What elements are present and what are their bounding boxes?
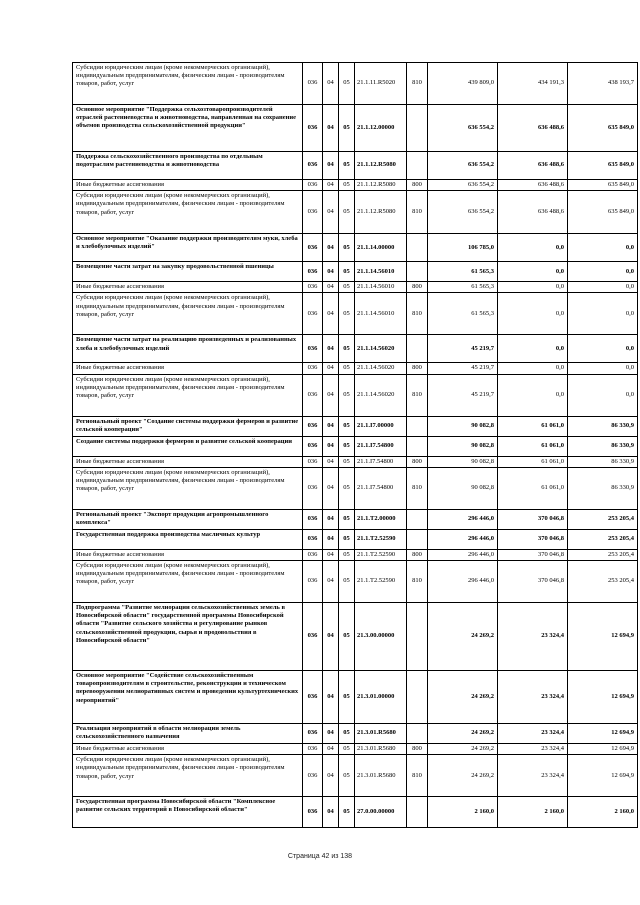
- target-article-cell: 21.1.T2.52590: [355, 561, 407, 603]
- table-row: [73, 63, 638, 105]
- table-row: [73, 363, 638, 374]
- section-code-cell: 04: [323, 509, 339, 529]
- row-name-cell: Субсидии юридическим лицам (кроме некоммерческих организаций), индивидуальным предпринимателям, физическим лицам - производителям товаров, работ, услуг: [73, 293, 303, 335]
- table-row: [73, 282, 638, 293]
- target-article-cell: 21.1.12.00000: [355, 105, 407, 152]
- target-article-cell: 21.1.14.56020: [355, 335, 407, 363]
- table-row: [73, 374, 638, 416]
- row-name-cell: Региональный проект "Экспорт продукции агропромышленного комплекса": [73, 509, 303, 529]
- ministry-code-cell: 036: [303, 456, 323, 467]
- amount-year3-cell: 0,0: [568, 234, 638, 262]
- ministry-code-cell: 036: [303, 529, 323, 549]
- amount-year2-cell: 636 488,6: [498, 191, 568, 234]
- subsection-code-cell: 05: [339, 363, 355, 374]
- section-code-cell: 04: [323, 335, 339, 363]
- section-code-cell: 04: [323, 416, 339, 436]
- table-row: [73, 561, 638, 603]
- table-row: [73, 180, 638, 191]
- expense-type-cell: 800: [407, 363, 428, 374]
- subsection-code-cell: 05: [339, 724, 355, 744]
- amount-year1-cell: 24 269,2: [428, 671, 498, 724]
- expense-type-cell: [407, 335, 428, 363]
- amount-year3-cell: 0,0: [568, 363, 638, 374]
- section-code-cell: 04: [323, 180, 339, 191]
- ministry-code-cell: 036: [303, 436, 323, 456]
- section-code-cell: 04: [323, 282, 339, 293]
- ministry-code-cell: 036: [303, 363, 323, 374]
- amount-year2-cell: 636 488,6: [498, 152, 568, 180]
- expense-type-cell: 810: [407, 755, 428, 797]
- subsection-code-cell: 05: [339, 797, 355, 828]
- subsection-code-cell: 05: [339, 671, 355, 724]
- amount-year2-cell: 23 324,4: [498, 744, 568, 755]
- expense-type-cell: [407, 262, 428, 282]
- section-code-cell: 04: [323, 63, 339, 105]
- ministry-code-cell: 036: [303, 234, 323, 262]
- subsection-code-cell: 05: [339, 234, 355, 262]
- ministry-code-cell: 036: [303, 416, 323, 436]
- row-name-cell: Подпрограмма "Развитие мелиорации сельскохозяйственных земель в Новосибирской области" государственной программы Новосибирской области "Развитие сельского хозяйства и регулирование рынков сельскохозяйственной продукции, сырья и продовольствия в Новосибирской области": [73, 603, 303, 671]
- amount-year1-cell: 90 082,8: [428, 436, 498, 456]
- page-number-footer: Страница 42 из 138: [287, 853, 353, 860]
- row-name-cell: Возмещение части затрат на закупку продовольственной пшеницы: [73, 262, 303, 282]
- subsection-code-cell: 05: [339, 549, 355, 560]
- expense-type-cell: 810: [407, 467, 428, 509]
- section-code-cell: 04: [323, 363, 339, 374]
- target-article-cell: 21.3.01.R5680: [355, 755, 407, 797]
- row-name-cell: Создание системы поддержки фермеров и развитие сельской кооперации: [73, 436, 303, 456]
- amount-year3-cell: 12 694,9: [568, 744, 638, 755]
- amount-year2-cell: 636 488,6: [498, 105, 568, 152]
- amount-year1-cell: 636 554,2: [428, 191, 498, 234]
- amount-year3-cell: 253 205,4: [568, 561, 638, 603]
- amount-year1-cell: 61 565,3: [428, 282, 498, 293]
- amount-year3-cell: 253 205,4: [568, 529, 638, 549]
- amount-year3-cell: 635 849,0: [568, 191, 638, 234]
- ministry-code-cell: 036: [303, 180, 323, 191]
- amount-year3-cell: 635 849,0: [568, 152, 638, 180]
- table-row: [73, 436, 638, 456]
- target-article-cell: 21.1.14.56020: [355, 374, 407, 416]
- amount-year3-cell: 86 330,9: [568, 467, 638, 509]
- amount-year2-cell: 370 046,8: [498, 549, 568, 560]
- target-article-cell: 21.1.I7.00000: [355, 416, 407, 436]
- expense-type-cell: 800: [407, 744, 428, 755]
- section-code-cell: 04: [323, 105, 339, 152]
- subsection-code-cell: 05: [339, 335, 355, 363]
- ministry-code-cell: 036: [303, 335, 323, 363]
- subsection-code-cell: 05: [339, 105, 355, 152]
- amount-year3-cell: 86 330,9: [568, 416, 638, 436]
- amount-year2-cell: 370 046,8: [498, 529, 568, 549]
- amount-year2-cell: 636 488,6: [498, 180, 568, 191]
- amount-year2-cell: 61 061,0: [498, 456, 568, 467]
- amount-year3-cell: 0,0: [568, 335, 638, 363]
- target-article-cell: 21.1.14.56010: [355, 282, 407, 293]
- table-row: [73, 549, 638, 560]
- row-name-cell: Иные бюджетные ассигнования: [73, 549, 303, 560]
- expense-type-cell: 800: [407, 549, 428, 560]
- target-article-cell: 21.1.T2.52590: [355, 529, 407, 549]
- expense-type-cell: [407, 724, 428, 744]
- amount-year3-cell: 12 694,9: [568, 724, 638, 744]
- row-name-cell: Субсидии юридическим лицам (кроме некоммерческих организаций), индивидуальным предпринимателям, физическим лицам - производителям товаров, работ, услуг: [73, 63, 303, 105]
- target-article-cell: 21.1.T2.52590: [355, 549, 407, 560]
- amount-year1-cell: 106 785,0: [428, 234, 498, 262]
- subsection-code-cell: 05: [339, 180, 355, 191]
- section-code-cell: 04: [323, 436, 339, 456]
- amount-year1-cell: 45 219,7: [428, 374, 498, 416]
- subsection-code-cell: 05: [339, 603, 355, 671]
- subsection-code-cell: 05: [339, 467, 355, 509]
- amount-year2-cell: 2 160,0: [498, 797, 568, 828]
- table-row: [73, 529, 638, 549]
- amount-year2-cell: 23 324,4: [498, 724, 568, 744]
- amount-year3-cell: 86 330,9: [568, 436, 638, 456]
- subsection-code-cell: 05: [339, 152, 355, 180]
- ministry-code-cell: 036: [303, 467, 323, 509]
- ministry-code-cell: 036: [303, 509, 323, 529]
- section-code-cell: 04: [323, 262, 339, 282]
- amount-year3-cell: 86 330,9: [568, 456, 638, 467]
- expense-type-cell: 810: [407, 191, 428, 234]
- amount-year1-cell: 2 160,0: [428, 797, 498, 828]
- subsection-code-cell: 05: [339, 436, 355, 456]
- amount-year1-cell: 61 565,3: [428, 293, 498, 335]
- expense-type-cell: [407, 671, 428, 724]
- section-code-cell: 04: [323, 744, 339, 755]
- subsection-code-cell: 05: [339, 416, 355, 436]
- expense-type-cell: [407, 152, 428, 180]
- table-row: [73, 234, 638, 262]
- target-article-cell: 21.1.14.56020: [355, 363, 407, 374]
- row-name-cell: Основное мероприятие "Содействие сельскохозяйственным товаропроизводителям в строительстве, реконструкции и техническом перевооружении мелиоративных систем и проведении культуртехнических мероприятий": [73, 671, 303, 724]
- expense-type-cell: [407, 509, 428, 529]
- table-row: [73, 509, 638, 529]
- amount-year2-cell: 23 324,4: [498, 671, 568, 724]
- target-article-cell: 21.3.01.R5680: [355, 744, 407, 755]
- amount-year1-cell: 636 554,2: [428, 105, 498, 152]
- amount-year1-cell: 24 269,2: [428, 744, 498, 755]
- table-row: [73, 105, 638, 152]
- amount-year1-cell: 296 446,0: [428, 509, 498, 529]
- expense-type-cell: 800: [407, 180, 428, 191]
- section-code-cell: 04: [323, 293, 339, 335]
- expense-type-cell: [407, 436, 428, 456]
- table-row: [73, 416, 638, 436]
- table-row: [73, 671, 638, 724]
- section-code-cell: 04: [323, 191, 339, 234]
- expense-type-cell: [407, 416, 428, 436]
- target-article-cell: 21.1.11.R5020: [355, 63, 407, 105]
- amount-year2-cell: 0,0: [498, 262, 568, 282]
- ministry-code-cell: 036: [303, 105, 323, 152]
- amount-year1-cell: 61 565,3: [428, 262, 498, 282]
- amount-year2-cell: 370 046,8: [498, 561, 568, 603]
- ministry-code-cell: 036: [303, 724, 323, 744]
- subsection-code-cell: 05: [339, 744, 355, 755]
- expense-type-cell: 810: [407, 293, 428, 335]
- amount-year1-cell: 636 554,2: [428, 152, 498, 180]
- row-name-cell: Поддержка сельскохозяйственного производства по отдельным подотраслям растениеводства и животноводства: [73, 152, 303, 180]
- table-row: [73, 191, 638, 234]
- table-row: [73, 797, 638, 828]
- expense-type-cell: 810: [407, 561, 428, 603]
- table-row: [73, 335, 638, 363]
- row-name-cell: Государственная поддержка производства масличных культур: [73, 529, 303, 549]
- amount-year2-cell: 434 191,3: [498, 63, 568, 105]
- amount-year1-cell: 45 219,7: [428, 335, 498, 363]
- amount-year1-cell: 296 446,0: [428, 529, 498, 549]
- target-article-cell: 21.1.I7.54800: [355, 467, 407, 509]
- amount-year2-cell: 23 324,4: [498, 603, 568, 671]
- amount-year3-cell: 0,0: [568, 293, 638, 335]
- amount-year3-cell: 0,0: [568, 374, 638, 416]
- target-article-cell: 21.1.12.R5080: [355, 152, 407, 180]
- section-code-cell: 04: [323, 456, 339, 467]
- ministry-code-cell: 036: [303, 293, 323, 335]
- amount-year3-cell: 2 160,0: [568, 797, 638, 828]
- amount-year1-cell: 90 082,8: [428, 416, 498, 436]
- expense-type-cell: [407, 105, 428, 152]
- target-article-cell: 21.1.14.56010: [355, 262, 407, 282]
- target-article-cell: 21.1.14.00000: [355, 234, 407, 262]
- expense-type-cell: 800: [407, 456, 428, 467]
- ministry-code-cell: 036: [303, 549, 323, 560]
- amount-year1-cell: 24 269,2: [428, 603, 498, 671]
- table-row: [73, 603, 638, 671]
- row-name-cell: Иные бюджетные ассигнования: [73, 363, 303, 374]
- target-article-cell: 21.3.01.00000: [355, 671, 407, 724]
- ministry-code-cell: 036: [303, 797, 323, 828]
- amount-year3-cell: 635 849,0: [568, 105, 638, 152]
- ministry-code-cell: 036: [303, 755, 323, 797]
- table-row: [73, 262, 638, 282]
- subsection-code-cell: 05: [339, 191, 355, 234]
- ministry-code-cell: 036: [303, 671, 323, 724]
- row-name-cell: Реализация мероприятий в области мелиорации земель сельскохозяйственного назначения: [73, 724, 303, 744]
- amount-year1-cell: 296 446,0: [428, 549, 498, 560]
- subsection-code-cell: 05: [339, 509, 355, 529]
- subsection-code-cell: 05: [339, 374, 355, 416]
- amount-year1-cell: 24 269,2: [428, 755, 498, 797]
- amount-year2-cell: 0,0: [498, 335, 568, 363]
- subsection-code-cell: 05: [339, 293, 355, 335]
- amount-year2-cell: 61 061,0: [498, 436, 568, 456]
- amount-year3-cell: 12 694,9: [568, 755, 638, 797]
- table-row: [73, 755, 638, 797]
- row-name-cell: Основное мероприятие "Поддержка сельхозтоваропроизводителей отраслей растениеводства и животноводства, направленная на сохранение объемов производства сельскохозяйственной продукции": [73, 105, 303, 152]
- table-body: [73, 63, 638, 828]
- ministry-code-cell: 036: [303, 262, 323, 282]
- amount-year2-cell: 0,0: [498, 234, 568, 262]
- subsection-code-cell: 05: [339, 262, 355, 282]
- section-code-cell: 04: [323, 755, 339, 797]
- subsection-code-cell: 05: [339, 456, 355, 467]
- amount-year1-cell: 90 082,8: [428, 467, 498, 509]
- section-code-cell: 04: [323, 671, 339, 724]
- amount-year1-cell: 45 219,7: [428, 363, 498, 374]
- row-name-cell: Субсидии юридическим лицам (кроме некоммерческих организаций), индивидуальным предпринимателям, физическим лицам - производителям товаров, работ, услуг: [73, 755, 303, 797]
- amount-year3-cell: 253 205,4: [568, 509, 638, 529]
- target-article-cell: 21.1.12.R5080: [355, 191, 407, 234]
- row-name-cell: Субсидии юридическим лицам (кроме некоммерческих организаций), индивидуальным предпринимателям, физическим лицам - производителям товаров, работ, услуг: [73, 191, 303, 234]
- section-code-cell: 04: [323, 561, 339, 603]
- ministry-code-cell: 036: [303, 374, 323, 416]
- amount-year1-cell: 24 269,2: [428, 724, 498, 744]
- row-name-cell: Иные бюджетные ассигнования: [73, 744, 303, 755]
- subsection-code-cell: 05: [339, 282, 355, 293]
- expense-type-cell: 810: [407, 374, 428, 416]
- ministry-code-cell: 036: [303, 744, 323, 755]
- expense-type-cell: [407, 234, 428, 262]
- target-article-cell: 21.1.I7.54800: [355, 436, 407, 456]
- amount-year3-cell: 0,0: [568, 262, 638, 282]
- target-article-cell: 21.3.01.R5680: [355, 724, 407, 744]
- row-name-cell: Региональный проект "Создание системы поддержки фермеров и развитие сельской кооперации": [73, 416, 303, 436]
- ministry-code-cell: 036: [303, 63, 323, 105]
- expense-type-cell: [407, 529, 428, 549]
- ministry-code-cell: 036: [303, 603, 323, 671]
- amount-year1-cell: 636 554,2: [428, 180, 498, 191]
- ministry-code-cell: 036: [303, 152, 323, 180]
- section-code-cell: 04: [323, 152, 339, 180]
- target-article-cell: 21.3.00.00000: [355, 603, 407, 671]
- budget-table: [72, 62, 638, 828]
- row-name-cell: Иные бюджетные ассигнования: [73, 456, 303, 467]
- ministry-code-cell: 036: [303, 561, 323, 603]
- row-name-cell: Субсидии юридическим лицам (кроме некоммерческих организаций), индивидуальным предпринимателям, физическим лицам - производителям товаров, работ, услуг: [73, 467, 303, 509]
- amount-year3-cell: 438 193,7: [568, 63, 638, 105]
- section-code-cell: 04: [323, 374, 339, 416]
- target-article-cell: 27.0.00.00000: [355, 797, 407, 828]
- ministry-code-cell: 036: [303, 191, 323, 234]
- amount-year2-cell: 61 061,0: [498, 467, 568, 509]
- section-code-cell: 04: [323, 724, 339, 744]
- amount-year2-cell: 0,0: [498, 282, 568, 293]
- subsection-code-cell: 05: [339, 63, 355, 105]
- subsection-code-cell: 05: [339, 561, 355, 603]
- expense-type-cell: 810: [407, 63, 428, 105]
- amount-year2-cell: 0,0: [498, 293, 568, 335]
- table-row: [73, 456, 638, 467]
- section-code-cell: 04: [323, 549, 339, 560]
- target-article-cell: 21.1.T2.00000: [355, 509, 407, 529]
- amount-year1-cell: 90 082,8: [428, 456, 498, 467]
- amount-year2-cell: 370 046,8: [498, 509, 568, 529]
- expense-type-cell: [407, 603, 428, 671]
- amount-year3-cell: 12 694,9: [568, 603, 638, 671]
- table-row: [73, 744, 638, 755]
- section-code-cell: 04: [323, 234, 339, 262]
- ministry-code-cell: 036: [303, 282, 323, 293]
- row-name-cell: Иные бюджетные ассигнования: [73, 282, 303, 293]
- amount-year1-cell: 296 446,0: [428, 561, 498, 603]
- amount-year2-cell: 61 061,0: [498, 416, 568, 436]
- expense-type-cell: 800: [407, 282, 428, 293]
- amount-year3-cell: 635 849,0: [568, 180, 638, 191]
- target-article-cell: 21.1.14.56010: [355, 293, 407, 335]
- row-name-cell: Основное мероприятие "Оказание поддержки производителям муки, хлеба и хлебобулочных изделий": [73, 234, 303, 262]
- amount-year1-cell: 439 809,0: [428, 63, 498, 105]
- row-name-cell: Возмещение части затрат на реализацию произведенных и реализованных хлеба и хлебобулочных изделий: [73, 335, 303, 363]
- amount-year2-cell: 23 324,4: [498, 755, 568, 797]
- amount-year3-cell: 0,0: [568, 282, 638, 293]
- table-row: [73, 293, 638, 335]
- target-article-cell: 21.1.I7.54800: [355, 456, 407, 467]
- section-code-cell: 04: [323, 467, 339, 509]
- table-row: [73, 467, 638, 509]
- amount-year3-cell: 12 694,9: [568, 671, 638, 724]
- section-code-cell: 04: [323, 797, 339, 828]
- section-code-cell: 04: [323, 529, 339, 549]
- row-name-cell: Государственная программа Новосибирской области "Комплексное развитие сельских территорий в Новосибирской области": [73, 797, 303, 828]
- target-article-cell: 21.1.12.R5080: [355, 180, 407, 191]
- amount-year3-cell: 253 205,4: [568, 549, 638, 560]
- subsection-code-cell: 05: [339, 529, 355, 549]
- subsection-code-cell: 05: [339, 755, 355, 797]
- amount-year2-cell: 0,0: [498, 374, 568, 416]
- expense-type-cell: [407, 797, 428, 828]
- row-name-cell: Субсидии юридическим лицам (кроме некоммерческих организаций), индивидуальным предпринимателям, физическим лицам - производителям товаров, работ, услуг: [73, 561, 303, 603]
- amount-year2-cell: 0,0: [498, 363, 568, 374]
- table-row: [73, 152, 638, 180]
- row-name-cell: Иные бюджетные ассигнования: [73, 180, 303, 191]
- table-row: [73, 724, 638, 744]
- section-code-cell: 04: [323, 603, 339, 671]
- row-name-cell: Субсидии юридическим лицам (кроме некоммерческих организаций), индивидуальным предпринимателям, физическим лицам - производителям товаров, работ, услуг: [73, 374, 303, 416]
